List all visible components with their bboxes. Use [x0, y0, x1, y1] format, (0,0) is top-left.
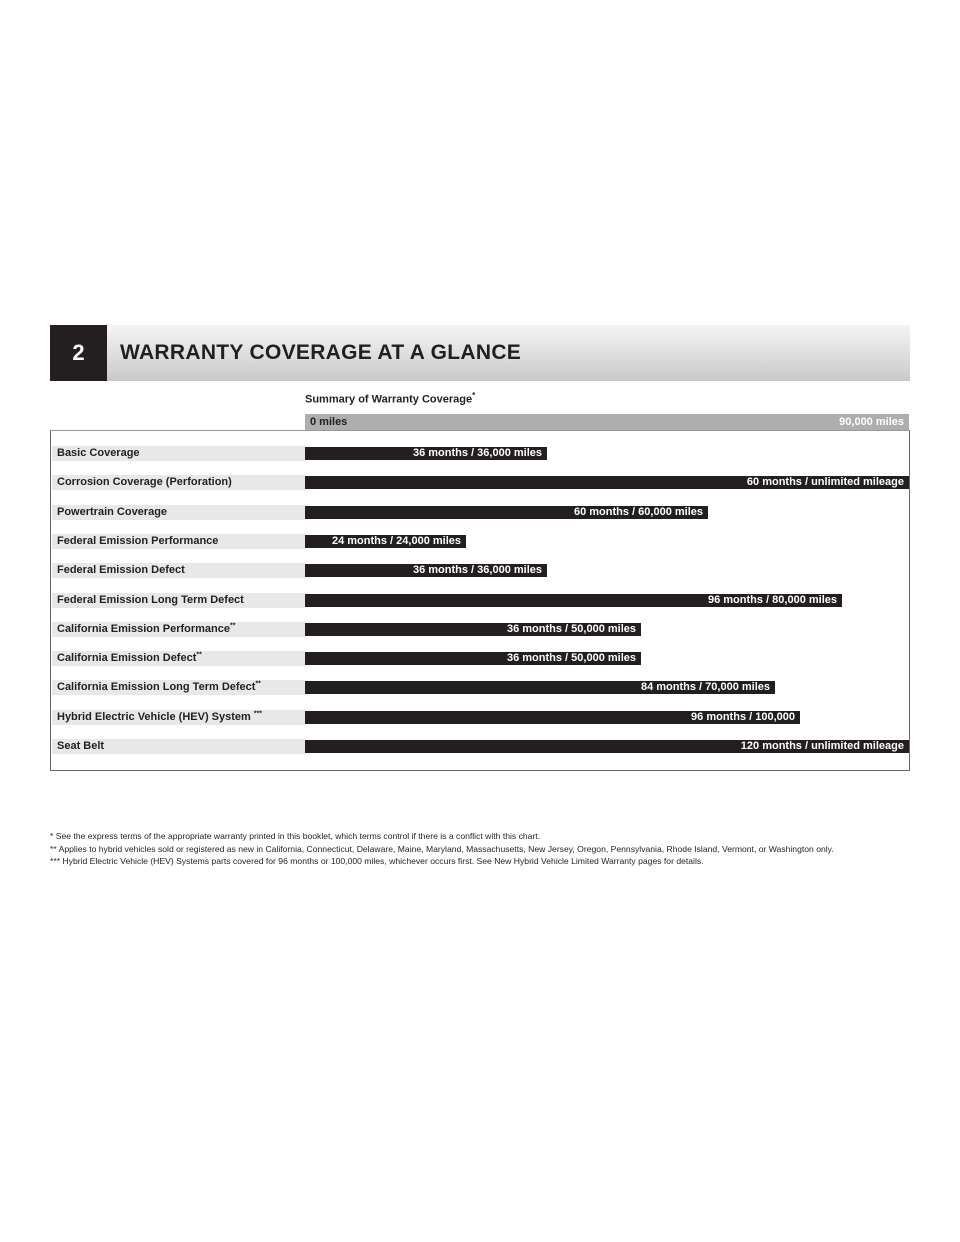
section-header [50, 325, 910, 381]
row-label [52, 475, 305, 490]
footnote-text: Applies to hybrid vehicles sold or registered as new in California, Connecticut, Delaware, Maine, Maryland, Massachusetts, New Jersey, Oregon, Pennsylvania, Rhode Island, Vermont, or Washington only. [58, 843, 834, 854]
row-label [52, 680, 305, 695]
coverage-bar: 24 months / 24,000 miles [305, 535, 466, 548]
coverage-bar: 36 months / 50,000 miles [305, 623, 641, 636]
footnote-mark: * [50, 831, 54, 841]
chart-title-footnote-mark: * [472, 391, 476, 400]
footnote [50, 856, 912, 868]
row-label-text: Seat Belt [57, 740, 105, 752]
row-label [52, 534, 305, 549]
chart-title-text: Summary of Warranty Coverage [305, 393, 473, 406]
footnote [50, 831, 912, 843]
coverage-bar: 120 months / unlimited mileage [305, 740, 909, 753]
row-label [52, 739, 305, 754]
coverage-bar: 60 months / 60,000 miles [305, 506, 708, 519]
row-label-text: Federal Emission Long Term Defect [57, 594, 244, 606]
coverage-bar: 84 months / 70,000 miles [305, 681, 775, 694]
row-label-text: California Emission Performance [57, 623, 230, 635]
footnote-text: See the express terms of the appropriate warranty printed in this booklet, which terms control if there is a conflict with this chart. [55, 831, 541, 841]
coverage-bar: 96 months / 80,000 miles [305, 594, 842, 607]
footnote-mark: *** [50, 856, 61, 866]
footnote-text: Hybrid Electric Vehicle (HEV) Systems parts covered for 96 months or 100,000 miles, whichever occurs first. See New Hybrid Vehicle Limited Warranty pages for details. [62, 856, 704, 866]
section-number: 2 [50, 325, 107, 381]
coverage-bar: 36 months / 36,000 miles [305, 564, 547, 577]
footnote-mark: ** [50, 843, 57, 854]
row-label-text: Powertrain Coverage [57, 506, 168, 518]
row-label-footnote-mark: ** [230, 622, 236, 630]
row-label [52, 505, 305, 520]
row-label [52, 563, 305, 578]
scale-max-label: 90,000 miles [839, 416, 904, 428]
scale-min-label: 0 miles [310, 416, 348, 428]
coverage-bar: 96 months / 100,000 [305, 711, 800, 724]
row-label [52, 446, 305, 461]
row-label-footnote-mark: *** [253, 710, 263, 718]
mileage-scale-bar [305, 414, 909, 430]
row-label-text: Basic Coverage [57, 447, 140, 459]
row-label [52, 651, 305, 666]
footnotes [50, 831, 912, 869]
coverage-bar: 60 months / unlimited mileage [305, 476, 909, 489]
coverage-bar: 36 months / 36,000 miles [305, 447, 547, 460]
coverage-bar: 36 months / 50,000 miles [305, 652, 641, 665]
row-label-text: Federal Emission Defect [57, 564, 185, 576]
footnote [50, 844, 912, 856]
row-label [52, 622, 305, 637]
row-label [52, 710, 305, 725]
row-label-text: California Emission Long Term Defect [57, 681, 256, 693]
row-label [52, 593, 305, 608]
row-label-text: Federal Emission Performance [57, 535, 219, 547]
section-title: WARRANTY COVERAGE AT A GLANCE [120, 341, 522, 364]
row-label-text: Hybrid Electric Vehicle (HEV) System [57, 711, 254, 723]
row-label-footnote-mark: ** [255, 680, 261, 688]
chart-title [305, 391, 475, 406]
row-label-footnote-mark: ** [196, 651, 202, 659]
row-label-text: Corrosion Coverage (Perforation) [57, 476, 232, 488]
row-label-text: California Emission Defect [57, 652, 197, 664]
